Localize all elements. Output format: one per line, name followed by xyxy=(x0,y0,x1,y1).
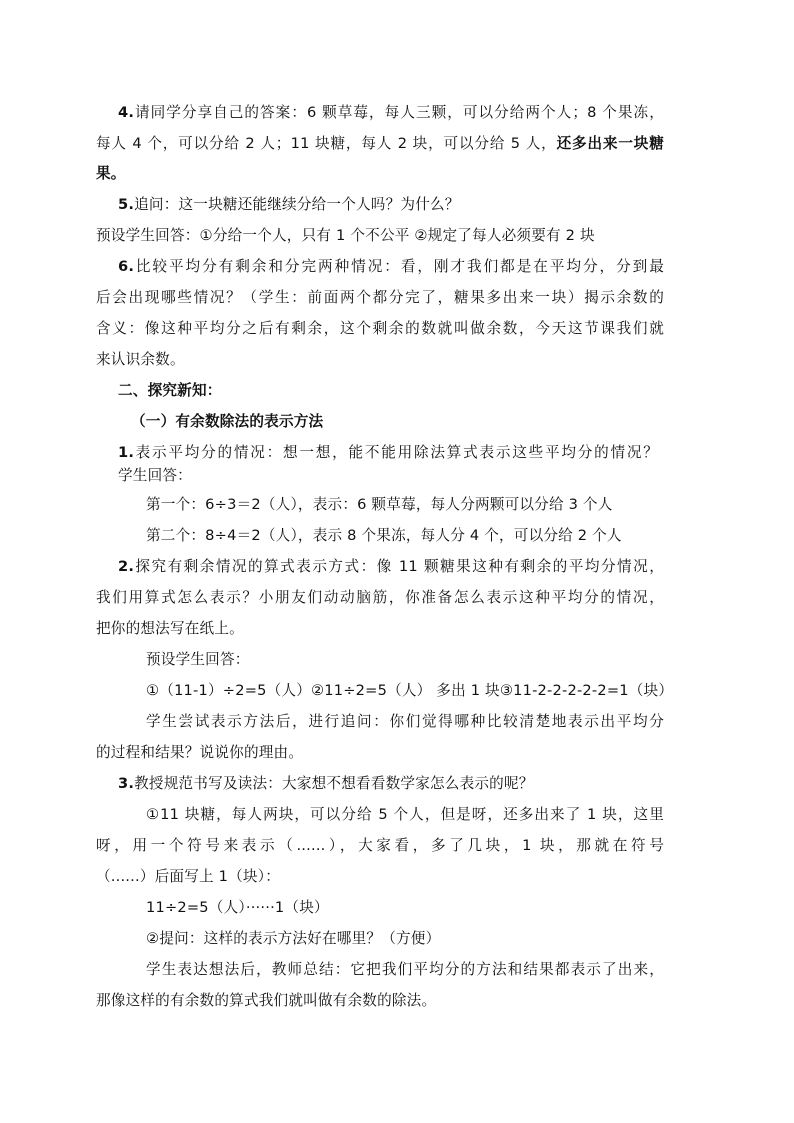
paragraph-line xyxy=(146,960,664,980)
line-text: 把你的想法写在纸上。 xyxy=(96,620,244,637)
paragraph-line xyxy=(118,774,534,794)
heading-text: （一）有余数除法的表示方法 xyxy=(131,413,324,430)
line-text: 比较平均分有剩余和分完两种情况：看，刚才我们都是在平均分，分到最 xyxy=(134,258,664,275)
item-number: 4. xyxy=(118,104,135,121)
paragraph-line xyxy=(146,805,664,825)
paragraph-line xyxy=(146,712,664,732)
paragraph-line xyxy=(146,526,622,546)
line-text: 教授规范书写及读法：大家想不想看看数学家怎么表示的呢？ xyxy=(134,775,534,792)
paragraph-line xyxy=(96,867,280,887)
emphasis-text: 果。 xyxy=(96,165,126,182)
paragraph-line xyxy=(146,929,440,949)
paragraph-line xyxy=(96,164,126,184)
line-text: 追问：这一块糖还能继续分给一个人吗？为什么？ xyxy=(134,196,460,213)
paragraph-line xyxy=(96,134,664,154)
paragraph-line xyxy=(118,557,664,577)
item-number: 6. xyxy=(118,258,135,275)
paragraph-line xyxy=(96,288,664,308)
paragraph-line xyxy=(118,466,192,486)
line-text: 我们用算式怎么表示？小朋友们动动脑筋，你准备怎么表示这种平均分的情况， xyxy=(96,589,664,606)
line-text: 学生回答： xyxy=(118,467,192,484)
line-text: 探究有剩余情况的算式表示方式：像 11 颗糖果这种有剩余的平均分情况， xyxy=(134,558,664,575)
line-text: 预设学生回答： xyxy=(146,651,250,668)
line-text: 那像这样的有余数的算式我们就叫做有余数的除法。 xyxy=(96,992,437,1009)
line-text: 来认识余数。 xyxy=(96,351,185,368)
line-text: ②提问：这样的表示方法好在哪里？（方便） xyxy=(146,930,441,947)
paragraph-line xyxy=(96,743,303,763)
equation-line xyxy=(146,898,329,918)
line-text: 每人 4 个，可以分给 2 人；11 块糖，每人 2 块，可以分给 5 人， xyxy=(96,135,557,152)
paragraph-line xyxy=(96,619,244,639)
line-text: 预设学生回答：①分给一个人，只有 1 个不公平 ②规定了每人必须要有 2 块 xyxy=(96,227,595,244)
heading-text: 二、探究新知： xyxy=(118,382,222,399)
line-text: 学生表达想法后，教师总结：它把我们平均分的方法和结果都表示了出来， xyxy=(146,961,664,978)
paragraph-line xyxy=(146,650,250,670)
item-number: 1. xyxy=(118,444,135,461)
line-text: ①（11-1）÷2=5（人）②11÷2=5（人） 多出 1 块③11-2-2-2-2-2=1（块） xyxy=(146,682,674,699)
paragraph-line xyxy=(96,319,664,339)
paragraph-line xyxy=(146,495,613,515)
line-text: ①11 块糖，每人两块，可以分给 5 个人，但是呀，还多出来了 1 块，这里 xyxy=(146,806,664,823)
paragraph-line xyxy=(96,991,436,1011)
paragraph-line xyxy=(118,257,664,277)
paragraph-line xyxy=(96,350,185,370)
line-text: 学生尝试表示方法后，进行追问：你们觉得哪种比较清楚地表示出平均分 xyxy=(146,713,664,730)
paragraph-line xyxy=(146,681,673,701)
item-number: 2. xyxy=(118,558,135,575)
line-text: 第二个：8÷4＝2（人），表示 8 个果冻，每人分 4 个，可以分给 2 个人 xyxy=(146,527,622,544)
paragraph-line xyxy=(96,588,664,608)
line-text: 表示平均分的情况：想一想，能不能用除法算式表示这些平均分的情况？ xyxy=(134,444,658,461)
line-text: 第一个：6÷3＝2（人），表示：6 颗草莓，每人分两颗可以分给 3 个人 xyxy=(146,496,613,513)
line-text: 11÷2=5（人）······1（块） xyxy=(146,899,329,916)
line-text: 的过程和结果？说说你的理由。 xyxy=(96,744,304,761)
line-text: 请同学分享自己的答案：6 颗草莓，每人三颗，可以分给两个人；8 个果冻， xyxy=(134,104,664,121)
line-text: （......）后面写上 1（块）： xyxy=(96,868,280,885)
paragraph-line xyxy=(118,103,664,123)
paragraph-line xyxy=(118,443,658,463)
paragraph-line xyxy=(96,836,664,856)
paragraph-line xyxy=(118,195,460,215)
section-heading xyxy=(118,381,222,401)
line-text: 呀，用一个符号来表示（......），大家看，多了几块，1 块，那就在符号 xyxy=(96,837,664,854)
item-number: 3. xyxy=(118,775,135,792)
subsection-heading xyxy=(131,412,323,432)
line-text: 后会出现哪些情况？（学生：前面两个都分完了，糖果多出来一块）揭示余数的 xyxy=(96,289,664,306)
line-text: 含义：像这种平均分之后有剩余，这个剩余的数就叫做余数，今天这节课我们就 xyxy=(96,320,664,337)
emphasis-text: 还多出来一块糖 xyxy=(556,135,664,152)
paragraph-line xyxy=(96,226,595,246)
item-number: 5. xyxy=(118,196,135,213)
